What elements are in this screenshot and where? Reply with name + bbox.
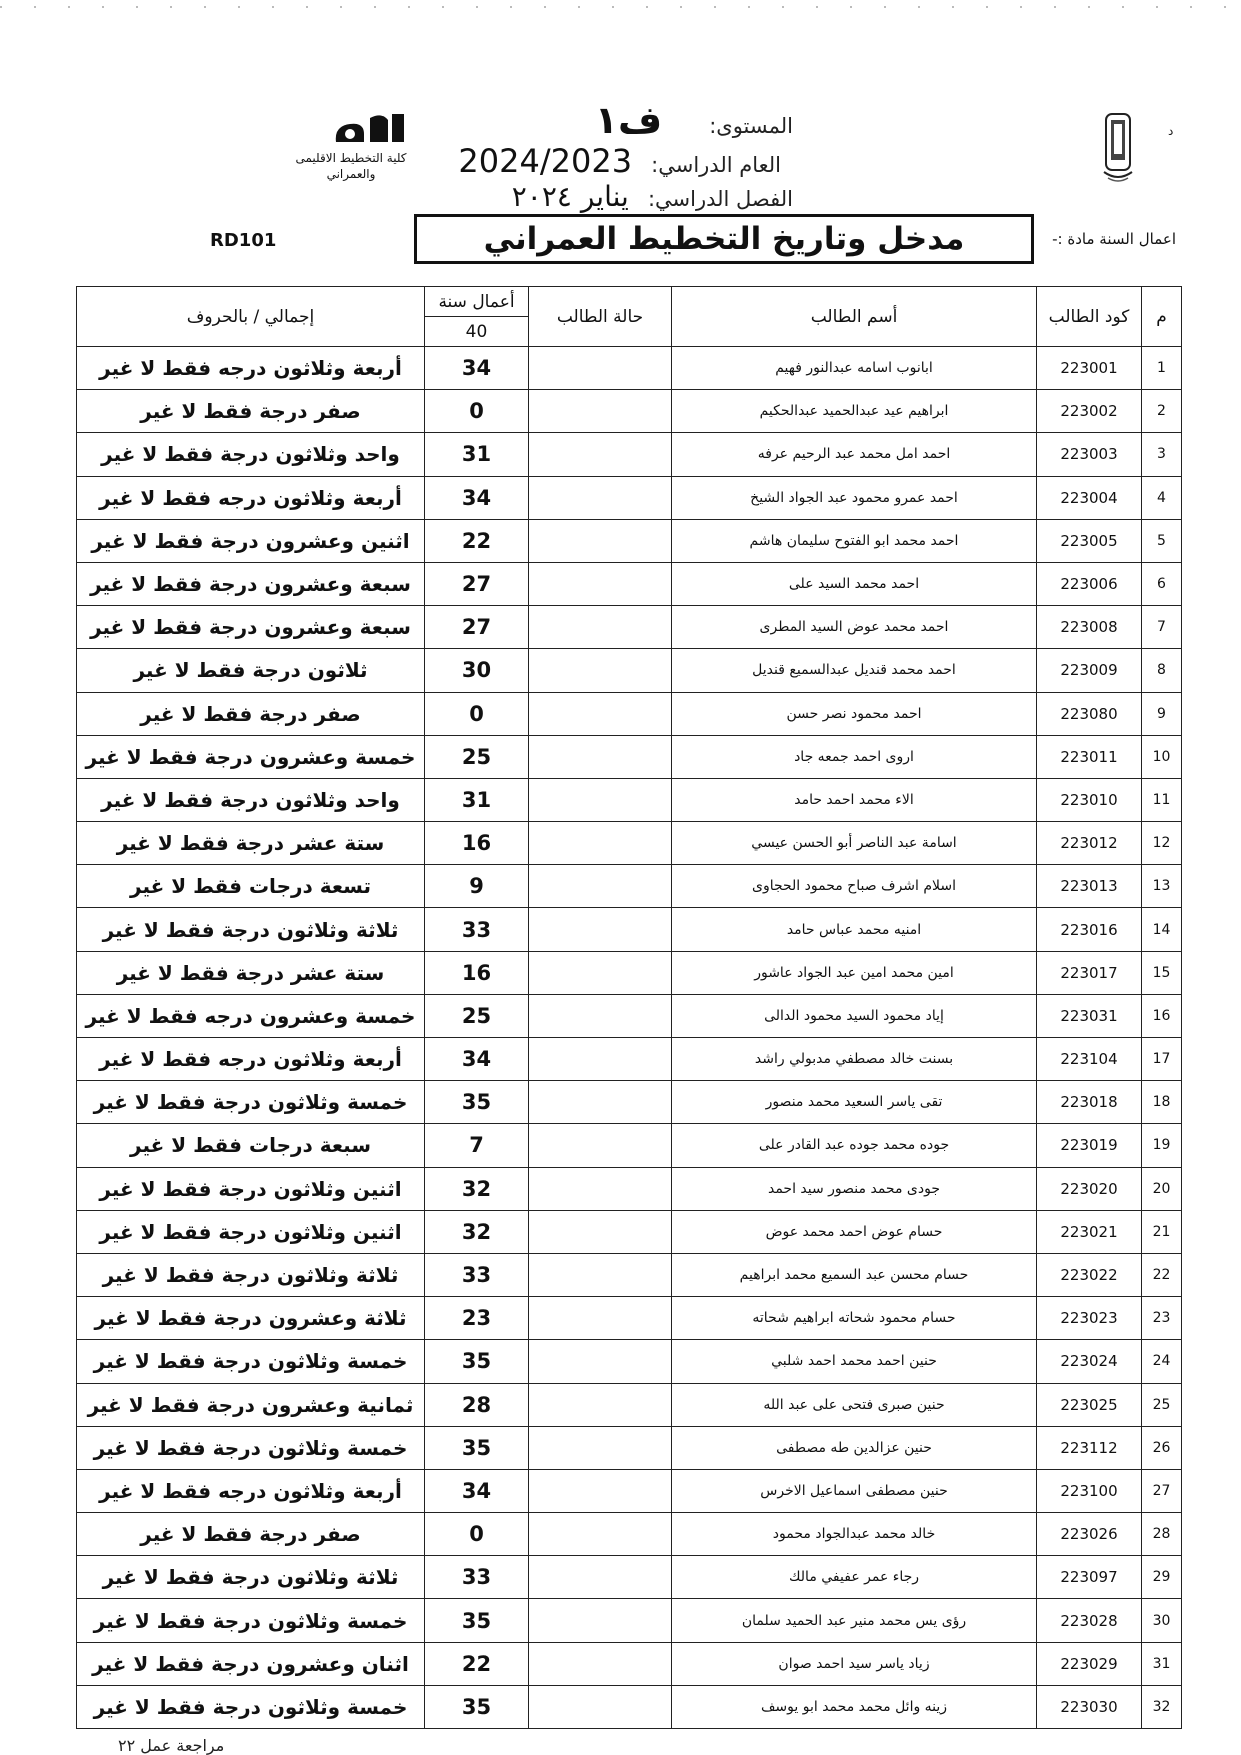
score-in-words: سبعة وعشرون درجة فقط لا غير [77, 562, 425, 605]
row-number: 11 [1142, 778, 1182, 821]
university-emblem-icon [1100, 112, 1136, 186]
score-in-words: خمسة وثلاثون درجة فقط لا غير [77, 1599, 425, 1642]
student-status [529, 692, 672, 735]
coursework-score: 16 [425, 951, 529, 994]
course-title: مدخل وتاريخ التخطيط العمراني [414, 214, 1034, 264]
student-name: احمد محمد ابو الفتوح سليمان هاشم [672, 519, 1037, 562]
student-code: 223104 [1037, 1038, 1142, 1081]
coursework-score: 34 [425, 347, 529, 390]
row-number: 16 [1142, 994, 1182, 1037]
student-code: 223023 [1037, 1297, 1142, 1340]
score-in-words: صفر درجة فقط لا غير [77, 692, 425, 735]
score-in-words: أربعة وثلاثون درجه فقط لا غير [77, 1469, 425, 1512]
score-in-words: صفر درجة فقط لا غير [77, 1513, 425, 1556]
student-status [529, 1469, 672, 1512]
row-number: 1 [1142, 347, 1182, 390]
table-row [77, 1167, 1182, 1210]
row-number: 12 [1142, 822, 1182, 865]
student-status [529, 649, 672, 692]
table-row [77, 1685, 1182, 1728]
table-row [77, 519, 1182, 562]
row-number: 8 [1142, 649, 1182, 692]
table-row [77, 1642, 1182, 1685]
table-row [77, 1297, 1182, 1340]
student-code: 223009 [1037, 649, 1142, 692]
table-row [77, 1340, 1182, 1383]
row-number: 25 [1142, 1383, 1182, 1426]
table-row [77, 606, 1182, 649]
student-name: حسام عوض احمد محمد عوض [672, 1210, 1037, 1253]
table-row [77, 562, 1182, 605]
row-number: 27 [1142, 1469, 1182, 1512]
handwritten-note: مراجعة عمل ٢٢ [118, 1736, 225, 1755]
score-in-words: صفر درجة فقط لا غير [77, 390, 425, 433]
table-row [77, 1599, 1182, 1642]
student-name: جودى محمد منصور سيد احمد [672, 1167, 1037, 1210]
table-row [77, 1081, 1182, 1124]
score-in-words: ثلاثة وثلاثون درجة فقط لا غير [77, 1556, 425, 1599]
student-name: ابانوب اسامه عبدالنور فهيم [672, 347, 1037, 390]
student-status [529, 390, 672, 433]
student-status [529, 778, 672, 821]
student-name: احمد محمود نصر حسن [672, 692, 1037, 735]
student-code: 223016 [1037, 908, 1142, 951]
score-in-words: تسعة درجات فقط لا غير [77, 865, 425, 908]
coursework-score: 22 [425, 1642, 529, 1685]
row-number: 21 [1142, 1210, 1182, 1253]
student-status [529, 1210, 672, 1253]
header-coursework: أعمال سنة [425, 287, 529, 317]
course-label: اعمال السنة مادة :- [1052, 230, 1176, 248]
row-number: 20 [1142, 1167, 1182, 1210]
coursework-score: 7 [425, 1124, 529, 1167]
student-name: رؤى يس محمد منير عبد الحميد سلمان [672, 1599, 1037, 1642]
coursework-score: 0 [425, 390, 529, 433]
student-status [529, 1642, 672, 1685]
table-row [77, 1469, 1182, 1512]
table-row [77, 433, 1182, 476]
row-number: 18 [1142, 1081, 1182, 1124]
student-code: 223028 [1037, 1599, 1142, 1642]
table-row [77, 735, 1182, 778]
score-in-words: اثنين وعشرون درجة فقط لا غير [77, 519, 425, 562]
student-code: 223011 [1037, 735, 1142, 778]
table-row [77, 994, 1182, 1037]
coursework-score: 35 [425, 1340, 529, 1383]
coursework-score: 0 [425, 692, 529, 735]
score-in-words: ثلاثون درجة فقط لا غير [77, 649, 425, 692]
scan-artifact-dots [0, 6, 1241, 8]
score-in-words: اثنين وثلاثون درجة فقط لا غير [77, 1167, 425, 1210]
score-in-words: خمسة وثلاثون درجة فقط لا غير [77, 1340, 425, 1383]
student-status [529, 1167, 672, 1210]
row-number: 9 [1142, 692, 1182, 735]
coursework-score: 27 [425, 606, 529, 649]
student-name: بسنت خالد مصطفي مدبولي راشد [672, 1038, 1037, 1081]
coursework-score: 31 [425, 778, 529, 821]
student-status [529, 822, 672, 865]
student-status [529, 1426, 672, 1469]
student-code: 223003 [1037, 433, 1142, 476]
student-status [529, 519, 672, 562]
row-number: 19 [1142, 1124, 1182, 1167]
row-number: 22 [1142, 1253, 1182, 1296]
header-max-score: 40 [425, 317, 529, 347]
table-row [77, 1426, 1182, 1469]
table-row [77, 822, 1182, 865]
student-name: امين محمد امين عبد الجواد عاشور [672, 951, 1037, 994]
row-number: 29 [1142, 1556, 1182, 1599]
student-status [529, 1038, 672, 1081]
course-code: RD101 [210, 230, 277, 251]
student-name: امنيه محمد عباس حامد [672, 908, 1037, 951]
student-status [529, 1081, 672, 1124]
student-code: 223013 [1037, 865, 1142, 908]
student-code: 223112 [1037, 1426, 1142, 1469]
coursework-score: 35 [425, 1081, 529, 1124]
student-code: 223010 [1037, 778, 1142, 821]
student-name: الاء محمد احمد حامد [672, 778, 1037, 821]
student-name: احمد عمرو محمود عبد الجواد الشيخ [672, 476, 1037, 519]
student-name: حنين احمد محمد احمد شلبي [672, 1340, 1037, 1383]
student-status [529, 1685, 672, 1728]
coursework-score: 9 [425, 865, 529, 908]
student-name: احمد محمد عوض السيد المطرى [672, 606, 1037, 649]
table-row [77, 649, 1182, 692]
table-row [77, 1038, 1182, 1081]
score-in-words: سبعة وعشرون درجة فقط لا غير [77, 606, 425, 649]
student-name: جوده محمد جوده عبد القادر على [672, 1124, 1037, 1167]
table-row [77, 692, 1182, 735]
student-name: اسلام اشرف صباح محمود الحجاوى [672, 865, 1037, 908]
student-status [529, 433, 672, 476]
faculty-logo-icon [330, 108, 410, 148]
student-name: حنين مصطفى اسماعيل الاخرس [672, 1469, 1037, 1512]
student-code: 223005 [1037, 519, 1142, 562]
academic-year-value: 2024/2023 [458, 142, 633, 180]
student-name: ابراهيم عيد عبدالحميد عبدالحكيم [672, 390, 1037, 433]
row-number: 23 [1142, 1297, 1182, 1340]
student-code: 223097 [1037, 1556, 1142, 1599]
score-in-words: ستة عشر درجة فقط لا غير [77, 822, 425, 865]
student-code: 223022 [1037, 1253, 1142, 1296]
score-in-words: ثمانية وعشرون درجة فقط لا غير [77, 1383, 425, 1426]
coursework-score: 30 [425, 649, 529, 692]
score-in-words: اثنان وعشرون درجة فقط لا غير [77, 1642, 425, 1685]
student-name: احمد محمد قنديل عبدالسميع قنديل [672, 649, 1037, 692]
student-code: 223021 [1037, 1210, 1142, 1253]
student-code: 223031 [1037, 994, 1142, 1037]
student-name: احمد محمد السيد على [672, 562, 1037, 605]
semester-label: الفصل الدراسي: [647, 187, 793, 211]
level-label: المستوى: [709, 114, 793, 138]
score-in-words: خمسة وثلاثون درجة فقط لا غير [77, 1426, 425, 1469]
score-in-words: أربعة وثلاثون درجه فقط لا غير [77, 476, 425, 519]
table-row [77, 778, 1182, 821]
row-number: 4 [1142, 476, 1182, 519]
table-row [77, 1513, 1182, 1556]
coursework-score: 28 [425, 1383, 529, 1426]
student-code: 223024 [1037, 1340, 1142, 1383]
academic-year-label: العام الدراسي: [651, 153, 781, 177]
score-in-words: ثلاثة وثلاثون درجة فقط لا غير [77, 1253, 425, 1296]
student-name: حسام محمود شحاته ابراهيم شحاته [672, 1297, 1037, 1340]
table-row [77, 1383, 1182, 1426]
coursework-score: 34 [425, 476, 529, 519]
student-name: زينه وائل محمد محمد ابو يوسف [672, 1685, 1037, 1728]
coursework-score: 0 [425, 1513, 529, 1556]
coursework-score: 33 [425, 1253, 529, 1296]
student-status [529, 1297, 672, 1340]
coursework-score: 32 [425, 1210, 529, 1253]
student-status [529, 735, 672, 778]
score-in-words: ثلاثة وثلاثون درجة فقط لا غير [77, 908, 425, 951]
score-in-words: خمسة وثلاثون درجة فقط لا غير [77, 1081, 425, 1124]
table-row [77, 908, 1182, 951]
student-code: 223100 [1037, 1469, 1142, 1512]
table-row [77, 1124, 1182, 1167]
semester-row [512, 180, 793, 213]
student-status [529, 476, 672, 519]
student-status [529, 347, 672, 390]
student-status [529, 1124, 672, 1167]
table-row [77, 347, 1182, 390]
coursework-score: 31 [425, 433, 529, 476]
coursework-score: 34 [425, 1469, 529, 1512]
student-code: 223008 [1037, 606, 1142, 649]
semester-value: يناير ٢٠٢٤ [511, 180, 629, 213]
coursework-score: 33 [425, 908, 529, 951]
row-number: 14 [1142, 908, 1182, 951]
faculty-name: كلية التخطيط الاقليمى والعمراني [295, 151, 407, 181]
row-number: 32 [1142, 1685, 1182, 1728]
row-number: 13 [1142, 865, 1182, 908]
score-in-words: خمسة وعشرون درجه فقط لا غير [77, 994, 425, 1037]
student-status [529, 1253, 672, 1296]
header-student-status: حالة الطالب [529, 287, 672, 347]
student-code: 223002 [1037, 390, 1142, 433]
student-name: زياد ياسر سيد احمد صوان [672, 1642, 1037, 1685]
student-status [529, 1513, 672, 1556]
table-row [77, 951, 1182, 994]
coursework-score: 25 [425, 735, 529, 778]
student-code: 223030 [1037, 1685, 1142, 1728]
student-status [529, 1556, 672, 1599]
student-name: احمد امل محمد عبد الرحيم عرفه [672, 433, 1037, 476]
row-number: 15 [1142, 951, 1182, 994]
score-in-words: ستة عشر درجة فقط لا غير [77, 951, 425, 994]
coursework-score: 35 [425, 1426, 529, 1469]
student-code: 223017 [1037, 951, 1142, 994]
student-status [529, 1599, 672, 1642]
student-code: 223020 [1037, 1167, 1142, 1210]
coursework-score: 32 [425, 1167, 529, 1210]
student-name: خالد محمد عبدالجواد محمود [672, 1513, 1037, 1556]
student-status [529, 908, 672, 951]
table-body [77, 347, 1182, 1729]
score-in-words: واحد وثلاثون درجة فقط لا غير [77, 433, 425, 476]
academic-year-row [458, 142, 781, 180]
student-name: اسامة عبد الناصر أبو الحسن عيسي [672, 822, 1037, 865]
student-status [529, 562, 672, 605]
coursework-score: 34 [425, 1038, 529, 1081]
score-in-words: أربعة وثلاثون درجه فقط لا غير [77, 347, 425, 390]
row-number: 7 [1142, 606, 1182, 649]
student-status [529, 865, 672, 908]
row-number: 6 [1142, 562, 1182, 605]
row-number: 24 [1142, 1340, 1182, 1383]
student-code: 223019 [1037, 1124, 1142, 1167]
score-in-words: اثنين وثلاثون درجة فقط لا غير [77, 1210, 425, 1253]
student-code: 223026 [1037, 1513, 1142, 1556]
student-name: رجاء عمر عفيفي مالك [672, 1556, 1037, 1599]
table-row [77, 865, 1182, 908]
table-row [77, 1556, 1182, 1599]
student-code: 223018 [1037, 1081, 1142, 1124]
table-row [77, 1253, 1182, 1296]
student-code: 223012 [1037, 822, 1142, 865]
header-no: م [1142, 287, 1182, 347]
student-status [529, 951, 672, 994]
student-name: إياد محمود السيد محمود الدالى [672, 994, 1037, 1037]
row-number: 30 [1142, 1599, 1182, 1642]
student-name: حنين صبرى فتحى على عبد الله [672, 1383, 1037, 1426]
coursework-score: 35 [425, 1599, 529, 1642]
student-name: اروى احمد جمعه جاد [672, 735, 1037, 778]
coursework-score: 33 [425, 1556, 529, 1599]
coursework-score: 27 [425, 562, 529, 605]
student-name: تقى ياسر السعيد محمد منصور [672, 1081, 1037, 1124]
row-number: 3 [1142, 433, 1182, 476]
grades-table [76, 286, 1182, 1729]
table-row [77, 476, 1182, 519]
table-row [77, 390, 1182, 433]
coursework-score: 22 [425, 519, 529, 562]
score-in-words: أربعة وثلاثون درجه فقط لا غير [77, 1038, 425, 1081]
score-in-words: خمسة وثلاثون درجة فقط لا غير [77, 1685, 425, 1728]
coursework-score: 25 [425, 994, 529, 1037]
level-value: ف١ [594, 98, 663, 142]
row-number: 2 [1142, 390, 1182, 433]
student-code: 223004 [1037, 476, 1142, 519]
row-number: 10 [1142, 735, 1182, 778]
level-row [595, 98, 793, 142]
coursework-score: 16 [425, 822, 529, 865]
student-code: 223080 [1037, 692, 1142, 735]
coursework-score: 23 [425, 1297, 529, 1340]
table-header [77, 287, 1182, 347]
score-in-words: واحد وثلاثون درجة فقط لا غير [77, 778, 425, 821]
coursework-score: 35 [425, 1685, 529, 1728]
header-student-name: أسم الطالب [672, 287, 1037, 347]
row-number: 26 [1142, 1426, 1182, 1469]
row-number: 28 [1142, 1513, 1182, 1556]
header-student-code: كود الطالب [1037, 287, 1142, 347]
score-in-words: ثلاثة وعشرون درجة فقط لا غير [77, 1297, 425, 1340]
student-code: 223006 [1037, 562, 1142, 605]
student-code: 223029 [1037, 1642, 1142, 1685]
score-in-words: سبعة درجات فقط لا غير [77, 1124, 425, 1167]
student-code: 223025 [1037, 1383, 1142, 1426]
row-number: 5 [1142, 519, 1182, 562]
row-number: 31 [1142, 1642, 1182, 1685]
student-name: حسام محسن عبد السميع محمد ابراهيم [672, 1253, 1037, 1296]
student-code: 223001 [1037, 347, 1142, 390]
student-status [529, 994, 672, 1037]
score-in-words: خمسة وعشرون درجة فقط لا غير [77, 735, 425, 778]
student-status [529, 1383, 672, 1426]
student-name: حنين عزالدين طه مصطفى [672, 1426, 1037, 1469]
row-number: 17 [1142, 1038, 1182, 1081]
student-status [529, 1340, 672, 1383]
header-total-words: إجمالي / بالحروف [77, 287, 425, 347]
student-status [529, 606, 672, 649]
table-row [77, 1210, 1182, 1253]
corner-mark: د [1168, 124, 1174, 138]
